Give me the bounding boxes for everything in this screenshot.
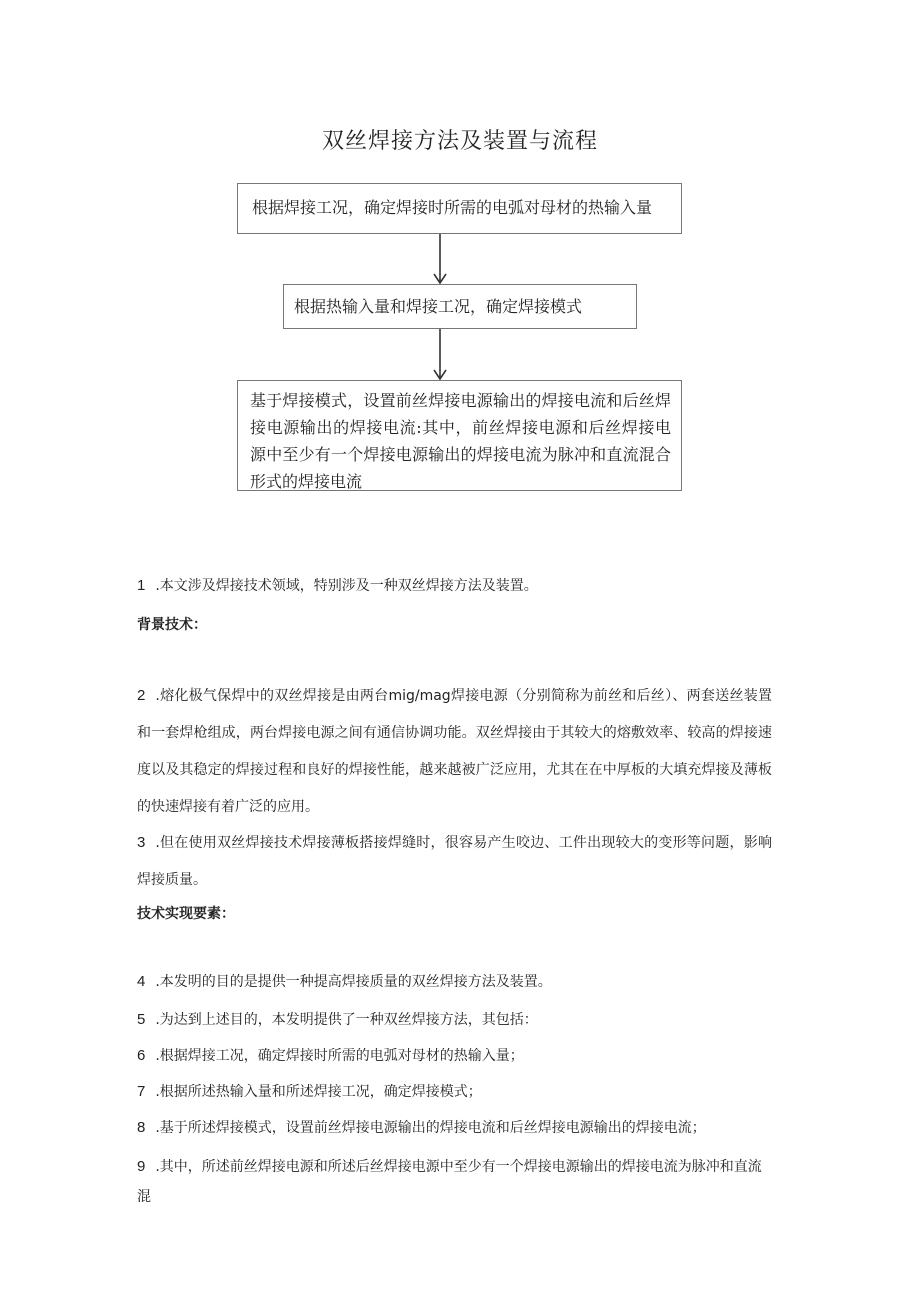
down-arrow-icon (432, 234, 448, 284)
paragraph-1: 1 .本文涉及焊接技术领域，特别涉及一种双丝焊接方法及装置。 (137, 577, 538, 594)
paragraph-9: 9 .其中，所述前丝焊接电源和所述后丝焊接电源中至少有一个焊接电源输出的焊接电流为脉冲和直流混 (137, 1158, 762, 1205)
flowchart-step-1: 根据焊接工况，确定焊接时所需的电弧对母材的热输入量 (237, 183, 682, 234)
paragraph-7: 7 .根据所述热输入量和所述焊接工况，确定焊接模式； (137, 1083, 482, 1100)
paragraph-3: 3 .但在使用双丝焊接技术焊接薄板搭接焊缝时，很容易产生咬边、工件出现较大的变形等问题，影响焊接质量。 (137, 834, 772, 888)
down-arrow-icon (432, 329, 448, 380)
flowchart-step-3: 基于焊接模式，设置前丝焊接电源输出的焊接电流和后丝焊接电源输出的焊接电流:其中，前丝焊接电源和后丝焊接电源中至少有一个焊接电源输出的焊接电流为脉冲和直流混合形式的焊接电流 (237, 380, 682, 491)
heading-implementation: 技术实现要素： (137, 906, 235, 922)
page-title: 双丝焊接方法及装置与流程 (321, 129, 598, 154)
paragraph-8: 8 .基于所述焊接模式，设置前丝焊接电源输出的焊接电流和后丝焊接电源输出的焊接电流； (137, 1119, 706, 1136)
paragraph-4: 4 .本发明的目的是提供一种提高焊接质量的双丝焊接方法及装置。 (137, 973, 552, 990)
flowchart-step-2: 根据热输入量和焊接工况，确定焊接模式 (283, 284, 637, 329)
paragraph-5: 5 .为达到上述目的，本发明提供了一种双丝焊接方法，其包括： (137, 1011, 538, 1028)
paragraph-6: 6 .根据焊接工况，确定焊接时所需的电弧对母材的热输入量； (137, 1047, 524, 1064)
heading-background: 背景技术： (137, 617, 207, 633)
paragraph-2: 2 .熔化极气保焊中的双丝焊接是由两台mig/mag焊接电源（分别简称为前丝和后丝）、两套送丝装置和一套焊枪组成，两台焊接电源之间有通信协调功能。双丝焊接由于其较大的熔敷效率、较高的焊接速度以及其稳定的焊接过程和良好的焊接性能，越来越被广泛应用，尤其在在中厚板的大填充焊接及薄板的快速焊接有着广泛的应用。 (137, 687, 772, 815)
